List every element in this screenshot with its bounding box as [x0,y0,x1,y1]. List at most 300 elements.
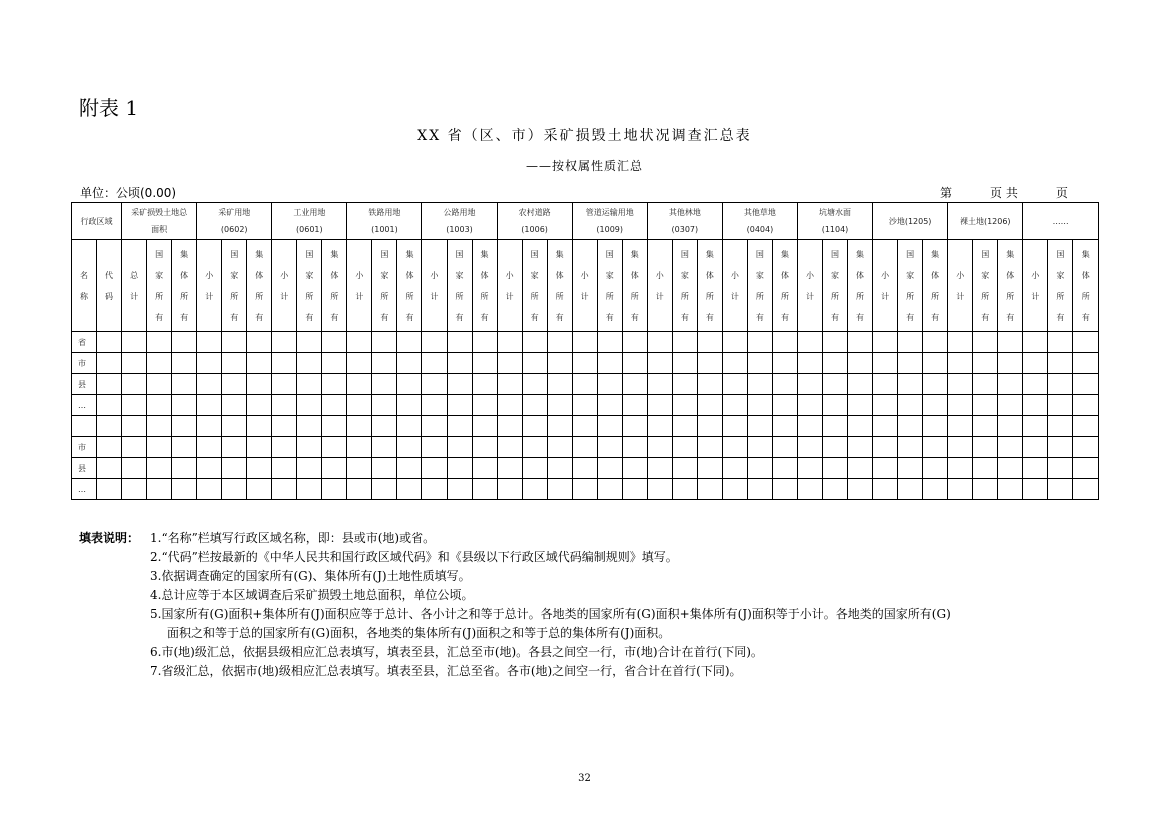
table-cell[interactable] [547,479,572,500]
table-cell[interactable] [97,353,122,374]
table-cell[interactable] [197,479,222,500]
table-cell[interactable] [747,416,772,437]
table-cell[interactable] [547,437,572,458]
table-cell[interactable] [97,458,122,479]
table-cell[interactable] [998,458,1023,479]
table-cell[interactable] [197,416,222,437]
table-cell[interactable] [597,479,622,500]
table-cell[interactable] [272,374,297,395]
table-cell[interactable] [948,458,973,479]
table-cell[interactable] [172,416,197,437]
table-cell[interactable] [647,458,672,479]
table-cell[interactable] [848,479,873,500]
table-cell[interactable] [797,353,822,374]
table-cell[interactable] [297,479,322,500]
table-cell[interactable] [948,332,973,353]
table-cell[interactable] [722,353,747,374]
table-cell[interactable] [322,458,347,479]
table-cell[interactable] [797,395,822,416]
table-cell[interactable] [372,395,397,416]
table-cell[interactable] [923,479,948,500]
table-cell[interactable] [948,437,973,458]
table-cell[interactable] [1073,458,1099,479]
table-cell[interactable] [1073,353,1099,374]
table-cell[interactable] [297,458,322,479]
table-cell[interactable] [1048,395,1073,416]
table-cell[interactable] [422,395,447,416]
table-cell[interactable] [222,437,247,458]
table-cell[interactable] [848,332,873,353]
table-cell[interactable] [647,416,672,437]
table-cell[interactable] [998,479,1023,500]
table-cell[interactable] [247,458,272,479]
table-cell[interactable] [122,332,147,353]
table-cell[interactable] [397,458,422,479]
table-cell[interactable] [898,479,923,500]
table-cell[interactable] [447,395,472,416]
table-cell[interactable] [873,395,898,416]
table-cell[interactable] [622,479,647,500]
table-cell[interactable] [97,416,122,437]
table-cell[interactable] [247,437,272,458]
table-cell[interactable] [222,353,247,374]
table-cell[interactable] [647,353,672,374]
table-cell[interactable] [322,416,347,437]
table-cell[interactable] [272,395,297,416]
table-cell[interactable] [973,332,998,353]
table-cell[interactable] [522,374,547,395]
table-cell[interactable] [973,479,998,500]
table-cell[interactable] [147,437,172,458]
table-cell[interactable] [873,332,898,353]
table-cell[interactable] [1023,416,1048,437]
table-cell[interactable] [397,374,422,395]
table-cell[interactable] [547,332,572,353]
table-cell[interactable] [1023,374,1048,395]
table-cell[interactable] [772,353,797,374]
table-cell[interactable] [697,416,722,437]
table-cell[interactable] [923,374,948,395]
table-cell[interactable] [948,374,973,395]
table-cell[interactable] [422,353,447,374]
table-cell[interactable] [472,479,497,500]
table-cell[interactable] [1073,416,1099,437]
table-cell[interactable] [898,416,923,437]
table-cell[interactable] [422,416,447,437]
table-cell[interactable] [898,437,923,458]
table-cell[interactable] [622,416,647,437]
table-cell[interactable] [948,395,973,416]
table-cell[interactable] [672,332,697,353]
table-cell[interactable] [597,416,622,437]
table-cell[interactable] [272,332,297,353]
table-cell[interactable] [347,374,372,395]
table-cell[interactable] [1023,353,1048,374]
table-cell[interactable] [372,479,397,500]
table-cell[interactable] [572,416,597,437]
table-cell[interactable] [147,458,172,479]
table-cell[interactable] [97,479,122,500]
table-cell[interactable] [222,479,247,500]
table-cell[interactable] [247,332,272,353]
table-cell[interactable] [147,332,172,353]
table-cell[interactable] [122,353,147,374]
table-cell[interactable] [848,416,873,437]
table-cell[interactable] [522,479,547,500]
table-cell[interactable] [372,458,397,479]
table-cell[interactable] [722,416,747,437]
table-cell[interactable] [622,395,647,416]
table-cell[interactable] [197,332,222,353]
table-cell[interactable] [697,458,722,479]
table-cell[interactable] [672,479,697,500]
table-cell[interactable] [297,416,322,437]
table-cell[interactable] [823,479,848,500]
table-cell[interactable] [297,395,322,416]
table-cell[interactable] [898,374,923,395]
table-cell[interactable] [497,437,522,458]
table-cell[interactable] [297,353,322,374]
table-cell[interactable] [622,437,647,458]
table-cell[interactable] [497,479,522,500]
table-cell[interactable] [547,416,572,437]
table-cell[interactable] [597,395,622,416]
table-cell[interactable] [873,437,898,458]
table-cell[interactable] [697,353,722,374]
table-cell[interactable] [873,374,898,395]
table-cell[interactable] [422,437,447,458]
table-cell[interactable] [973,416,998,437]
table-cell[interactable] [1048,353,1073,374]
table-cell[interactable] [1023,458,1048,479]
table-cell[interactable] [722,374,747,395]
table-cell[interactable] [1023,437,1048,458]
table-cell[interactable] [572,395,597,416]
table-cell[interactable] [222,416,247,437]
table-cell[interactable] [172,353,197,374]
table-cell[interactable] [472,374,497,395]
table-cell[interactable] [873,479,898,500]
table-cell[interactable] [497,353,522,374]
table-cell[interactable] [973,437,998,458]
table-cell[interactable] [172,437,197,458]
table-cell[interactable] [622,353,647,374]
table-cell[interactable] [873,416,898,437]
table-cell[interactable] [97,395,122,416]
table-cell[interactable] [147,395,172,416]
table-cell[interactable] [1048,332,1073,353]
table-cell[interactable] [647,437,672,458]
table-cell[interactable] [247,353,272,374]
table-cell[interactable] [347,416,372,437]
table-cell[interactable] [647,374,672,395]
table-cell[interactable] [97,332,122,353]
table-cell[interactable] [797,374,822,395]
table-cell[interactable] [572,353,597,374]
table-cell[interactable] [697,395,722,416]
table-cell[interactable] [197,437,222,458]
table-cell[interactable] [873,353,898,374]
table-cell[interactable] [247,479,272,500]
table-cell[interactable] [447,353,472,374]
table-cell[interactable] [297,332,322,353]
table-cell[interactable] [1048,416,1073,437]
table-cell[interactable] [397,395,422,416]
table-cell[interactable] [247,416,272,437]
table-cell[interactable] [572,458,597,479]
table-cell[interactable] [697,374,722,395]
table-cell[interactable] [347,332,372,353]
table-cell[interactable] [597,353,622,374]
table-cell[interactable] [322,395,347,416]
table-cell[interactable] [147,374,172,395]
table-cell[interactable] [973,395,998,416]
table-cell[interactable] [272,458,297,479]
table-cell[interactable] [1073,437,1099,458]
table-cell[interactable] [747,458,772,479]
table-cell[interactable] [948,416,973,437]
table-cell[interactable] [172,332,197,353]
table-cell[interactable] [547,458,572,479]
table-cell[interactable] [447,374,472,395]
table-cell[interactable] [297,437,322,458]
table-cell[interactable] [948,353,973,374]
table-cell[interactable] [998,353,1023,374]
table-cell[interactable] [973,353,998,374]
table-cell[interactable] [923,458,948,479]
table-cell[interactable] [998,332,1023,353]
table-cell[interactable] [522,416,547,437]
table-cell[interactable] [797,437,822,458]
table-cell[interactable] [948,479,973,500]
table-cell[interactable] [797,458,822,479]
table-cell[interactable] [722,479,747,500]
table-cell[interactable] [622,374,647,395]
table-cell[interactable] [747,353,772,374]
table-cell[interactable] [147,416,172,437]
table-cell[interactable] [898,332,923,353]
table-cell[interactable] [998,416,1023,437]
table-cell[interactable] [122,479,147,500]
table-cell[interactable] [722,332,747,353]
table-cell[interactable] [322,332,347,353]
table-cell[interactable] [772,479,797,500]
table-cell[interactable] [672,395,697,416]
table-cell[interactable] [422,479,447,500]
table-cell[interactable] [272,437,297,458]
table-cell[interactable] [1073,479,1099,500]
table-cell[interactable] [472,416,497,437]
table-cell[interactable] [647,395,672,416]
table-cell[interactable] [322,353,347,374]
table-cell[interactable] [722,458,747,479]
table-cell[interactable] [1023,332,1048,353]
table-cell[interactable] [697,437,722,458]
table-cell[interactable] [447,332,472,353]
table-cell[interactable] [422,332,447,353]
table-cell[interactable] [572,437,597,458]
table-cell[interactable] [672,458,697,479]
table-cell[interactable] [347,479,372,500]
table-cell[interactable] [397,332,422,353]
table-cell[interactable] [172,374,197,395]
table-cell[interactable] [472,353,497,374]
table-cell[interactable] [597,458,622,479]
table-cell[interactable] [272,479,297,500]
table-cell[interactable] [647,332,672,353]
table-cell[interactable] [873,458,898,479]
table-cell[interactable] [823,437,848,458]
table-cell[interactable] [772,332,797,353]
table-cell[interactable] [697,332,722,353]
table-cell[interactable] [898,458,923,479]
table-cell[interactable] [97,374,122,395]
table-cell[interactable] [97,437,122,458]
table-cell[interactable] [372,332,397,353]
table-cell[interactable] [1023,479,1048,500]
table-cell[interactable] [797,416,822,437]
table-cell[interactable] [222,332,247,353]
table-cell[interactable] [823,374,848,395]
table-cell[interactable] [772,416,797,437]
table-cell[interactable] [923,416,948,437]
table-cell[interactable] [998,374,1023,395]
table-cell[interactable] [1073,332,1099,353]
table-cell[interactable] [372,374,397,395]
table-cell[interactable] [572,479,597,500]
table-cell[interactable] [622,458,647,479]
table-cell[interactable] [497,416,522,437]
table-cell[interactable] [797,332,822,353]
table-cell[interactable] [422,458,447,479]
table-cell[interactable] [597,332,622,353]
table-cell[interactable] [1023,395,1048,416]
table-cell[interactable] [697,479,722,500]
table-cell[interactable] [772,458,797,479]
table-cell[interactable] [572,332,597,353]
table-cell[interactable] [172,458,197,479]
table-cell[interactable] [848,458,873,479]
table-cell[interactable] [797,479,822,500]
table-cell[interactable] [547,395,572,416]
table-cell[interactable] [522,353,547,374]
table-cell[interactable] [848,437,873,458]
table-cell[interactable] [447,437,472,458]
table-cell[interactable] [422,374,447,395]
table-cell[interactable] [823,395,848,416]
table-cell[interactable] [472,395,497,416]
table-cell[interactable] [497,458,522,479]
table-cell[interactable] [898,353,923,374]
table-cell[interactable] [522,437,547,458]
table-cell[interactable] [848,374,873,395]
table-cell[interactable] [447,416,472,437]
table-cell[interactable] [647,479,672,500]
table-cell[interactable] [772,374,797,395]
table-cell[interactable] [472,437,497,458]
table-cell[interactable] [973,458,998,479]
table-cell[interactable] [923,437,948,458]
table-cell[interactable] [122,395,147,416]
table-cell[interactable] [597,437,622,458]
table-cell[interactable] [272,416,297,437]
table-cell[interactable] [597,374,622,395]
table-cell[interactable] [397,416,422,437]
table-cell[interactable] [672,353,697,374]
table-cell[interactable] [823,353,848,374]
table-cell[interactable] [772,395,797,416]
table-cell[interactable] [222,458,247,479]
table-cell[interactable] [472,332,497,353]
table-cell[interactable] [322,437,347,458]
table-cell[interactable] [1048,374,1073,395]
table-cell[interactable] [747,332,772,353]
table-cell[interactable] [147,479,172,500]
table-cell[interactable] [222,374,247,395]
table-cell[interactable] [147,353,172,374]
table-cell[interactable] [247,374,272,395]
table-cell[interactable] [322,374,347,395]
table-cell[interactable] [998,395,1023,416]
table-cell[interactable] [1048,437,1073,458]
table-cell[interactable] [222,395,247,416]
table-cell[interactable] [347,458,372,479]
table-cell[interactable] [122,416,147,437]
table-cell[interactable] [823,332,848,353]
table-cell[interactable] [397,479,422,500]
table-cell[interactable] [472,458,497,479]
table-cell[interactable] [322,479,347,500]
table-cell[interactable] [898,395,923,416]
table-cell[interactable] [672,374,697,395]
table-cell[interactable] [747,437,772,458]
table-cell[interactable] [347,353,372,374]
table-cell[interactable] [497,332,522,353]
table-cell[interactable] [347,395,372,416]
table-cell[interactable] [848,353,873,374]
table-cell[interactable] [1048,479,1073,500]
table-cell[interactable] [722,395,747,416]
table-cell[interactable] [172,479,197,500]
table-cell[interactable] [747,479,772,500]
table-cell[interactable] [622,332,647,353]
table-cell[interactable] [522,395,547,416]
table-cell[interactable] [848,395,873,416]
table-cell[interactable] [823,458,848,479]
table-cell[interactable] [547,353,572,374]
table-cell[interactable] [197,353,222,374]
table-cell[interactable] [1073,395,1099,416]
table-cell[interactable] [522,458,547,479]
table-cell[interactable] [747,395,772,416]
table-cell[interactable] [447,479,472,500]
table-cell[interactable] [347,437,372,458]
table-cell[interactable] [122,437,147,458]
table-cell[interactable] [122,458,147,479]
table-cell[interactable] [1048,458,1073,479]
table-cell[interactable] [973,374,998,395]
table-cell[interactable] [197,374,222,395]
table-cell[interactable] [923,395,948,416]
table-cell[interactable] [923,353,948,374]
table-cell[interactable] [672,437,697,458]
table-cell[interactable] [547,374,572,395]
table-cell[interactable] [372,416,397,437]
table-cell[interactable] [447,458,472,479]
table-cell[interactable] [497,395,522,416]
table-cell[interactable] [397,353,422,374]
table-cell[interactable] [122,374,147,395]
